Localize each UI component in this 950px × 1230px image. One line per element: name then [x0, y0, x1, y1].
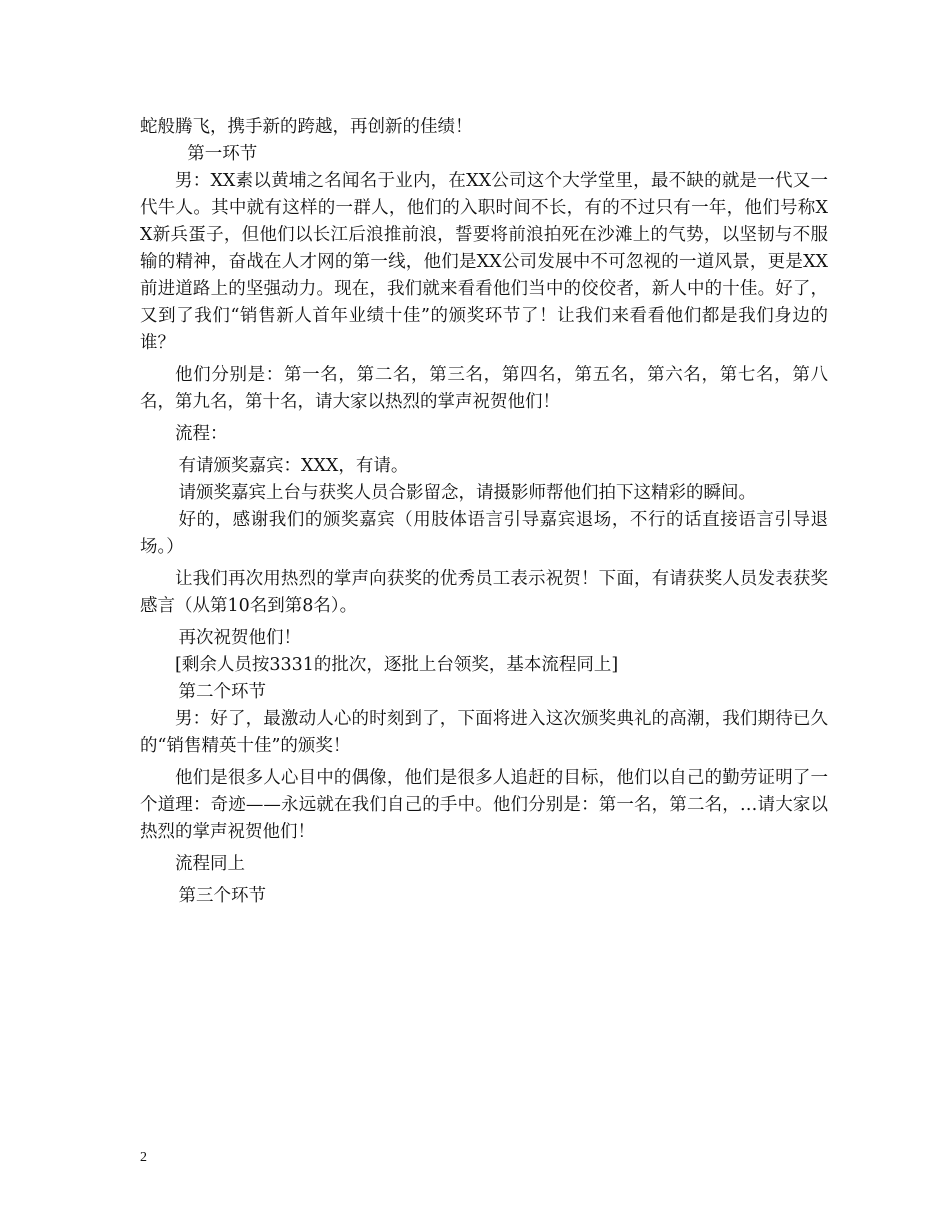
section-heading-first: 第一环节 — [187, 144, 258, 164]
paragraph-winners-list: 他们分别是：第一名，第二名，第三名，第四名，第五名，第六名，第七名，第八名，第九名，第十名，请大家以热烈的掌声祝贺他们！ — [140, 365, 828, 412]
procedure-same-as-above: 流程同上 — [175, 854, 245, 874]
procedure-step-invite-guest: 有请颁奖嘉宾：XXX，有请。 — [178, 456, 409, 476]
section-heading-third: 第三个环节 — [178, 886, 266, 906]
paragraph-congratulate-again: 再次祝贺他们！ — [178, 628, 301, 648]
procedure-step-thank-guest: 好的，感谢我们的颁奖嘉宾（用肢体语言引导嘉宾退场，不行的话直接语言引导退场。） — [140, 510, 828, 557]
section-heading-second: 第二个环节 — [178, 682, 266, 702]
paragraph-idols: 他们是很多人心目中的偶像，他们是很多人追赶的目标，他们以自己的勤劳证明了一个道理：奇迹——永远就在我们自己的手中。他们分别是：第一名，第二名，…请大家以热烈的掌声祝贺他们！ — [140, 768, 828, 842]
paragraph-host-intro: 男：XX素以黄埔之名闻名于业内，在XX公司这个大学堂里，最不缺的就是一代又一代牛人。其中就有这样的一群人，他们的入职时间不长，有的不过只有一年，他们号称XX新兵蛋子，但他们以长江后浪推前浪，誓要将前浪拍死在沙滩上的气势，以坚韧与不服输的精神，奋战在人才网的第一线，他们是XX公司发展中不可忽视的一道风景，更是XX前进道路上的坚强动力。现在，我们就来看看他们当中的佼佼者，新人中的十佳。好了，又到了我们“销售新人首年业绩十佳”的颁奖环节了！让我们来看看他们都是我们身边的谁？ — [140, 171, 828, 353]
procedure-step-group-photo: 请颁奖嘉宾上台与获奖人员合影留念，请摄影师帮他们拍下这精彩的瞬间。 — [178, 483, 756, 503]
bracket-note-remaining: [剩余人员按3331的批次，逐批上台领奖，基本流程同上] — [175, 655, 619, 675]
paragraph-acceptance-speech: 让我们再次用热烈的掌声向获奖的优秀员工表示祝贺！下面，有请获奖人员发表获奖感言（从第10名到第8名）。 — [140, 569, 828, 616]
paragraph-sales-elite-intro: 男：好了，最激动人心的时刻到了，下面将进入这次颁奖典礼的高潮，我们期待已久的“销售精英十佳”的颁奖！ — [140, 709, 828, 756]
paragraph-continuation: 蛇般腾飞，携手新的跨越，再创新的佳绩！ — [140, 117, 473, 137]
procedure-label: 流程： — [175, 424, 228, 444]
page-number: 2 — [140, 1150, 147, 1165]
document-body — [140, 114, 828, 910]
